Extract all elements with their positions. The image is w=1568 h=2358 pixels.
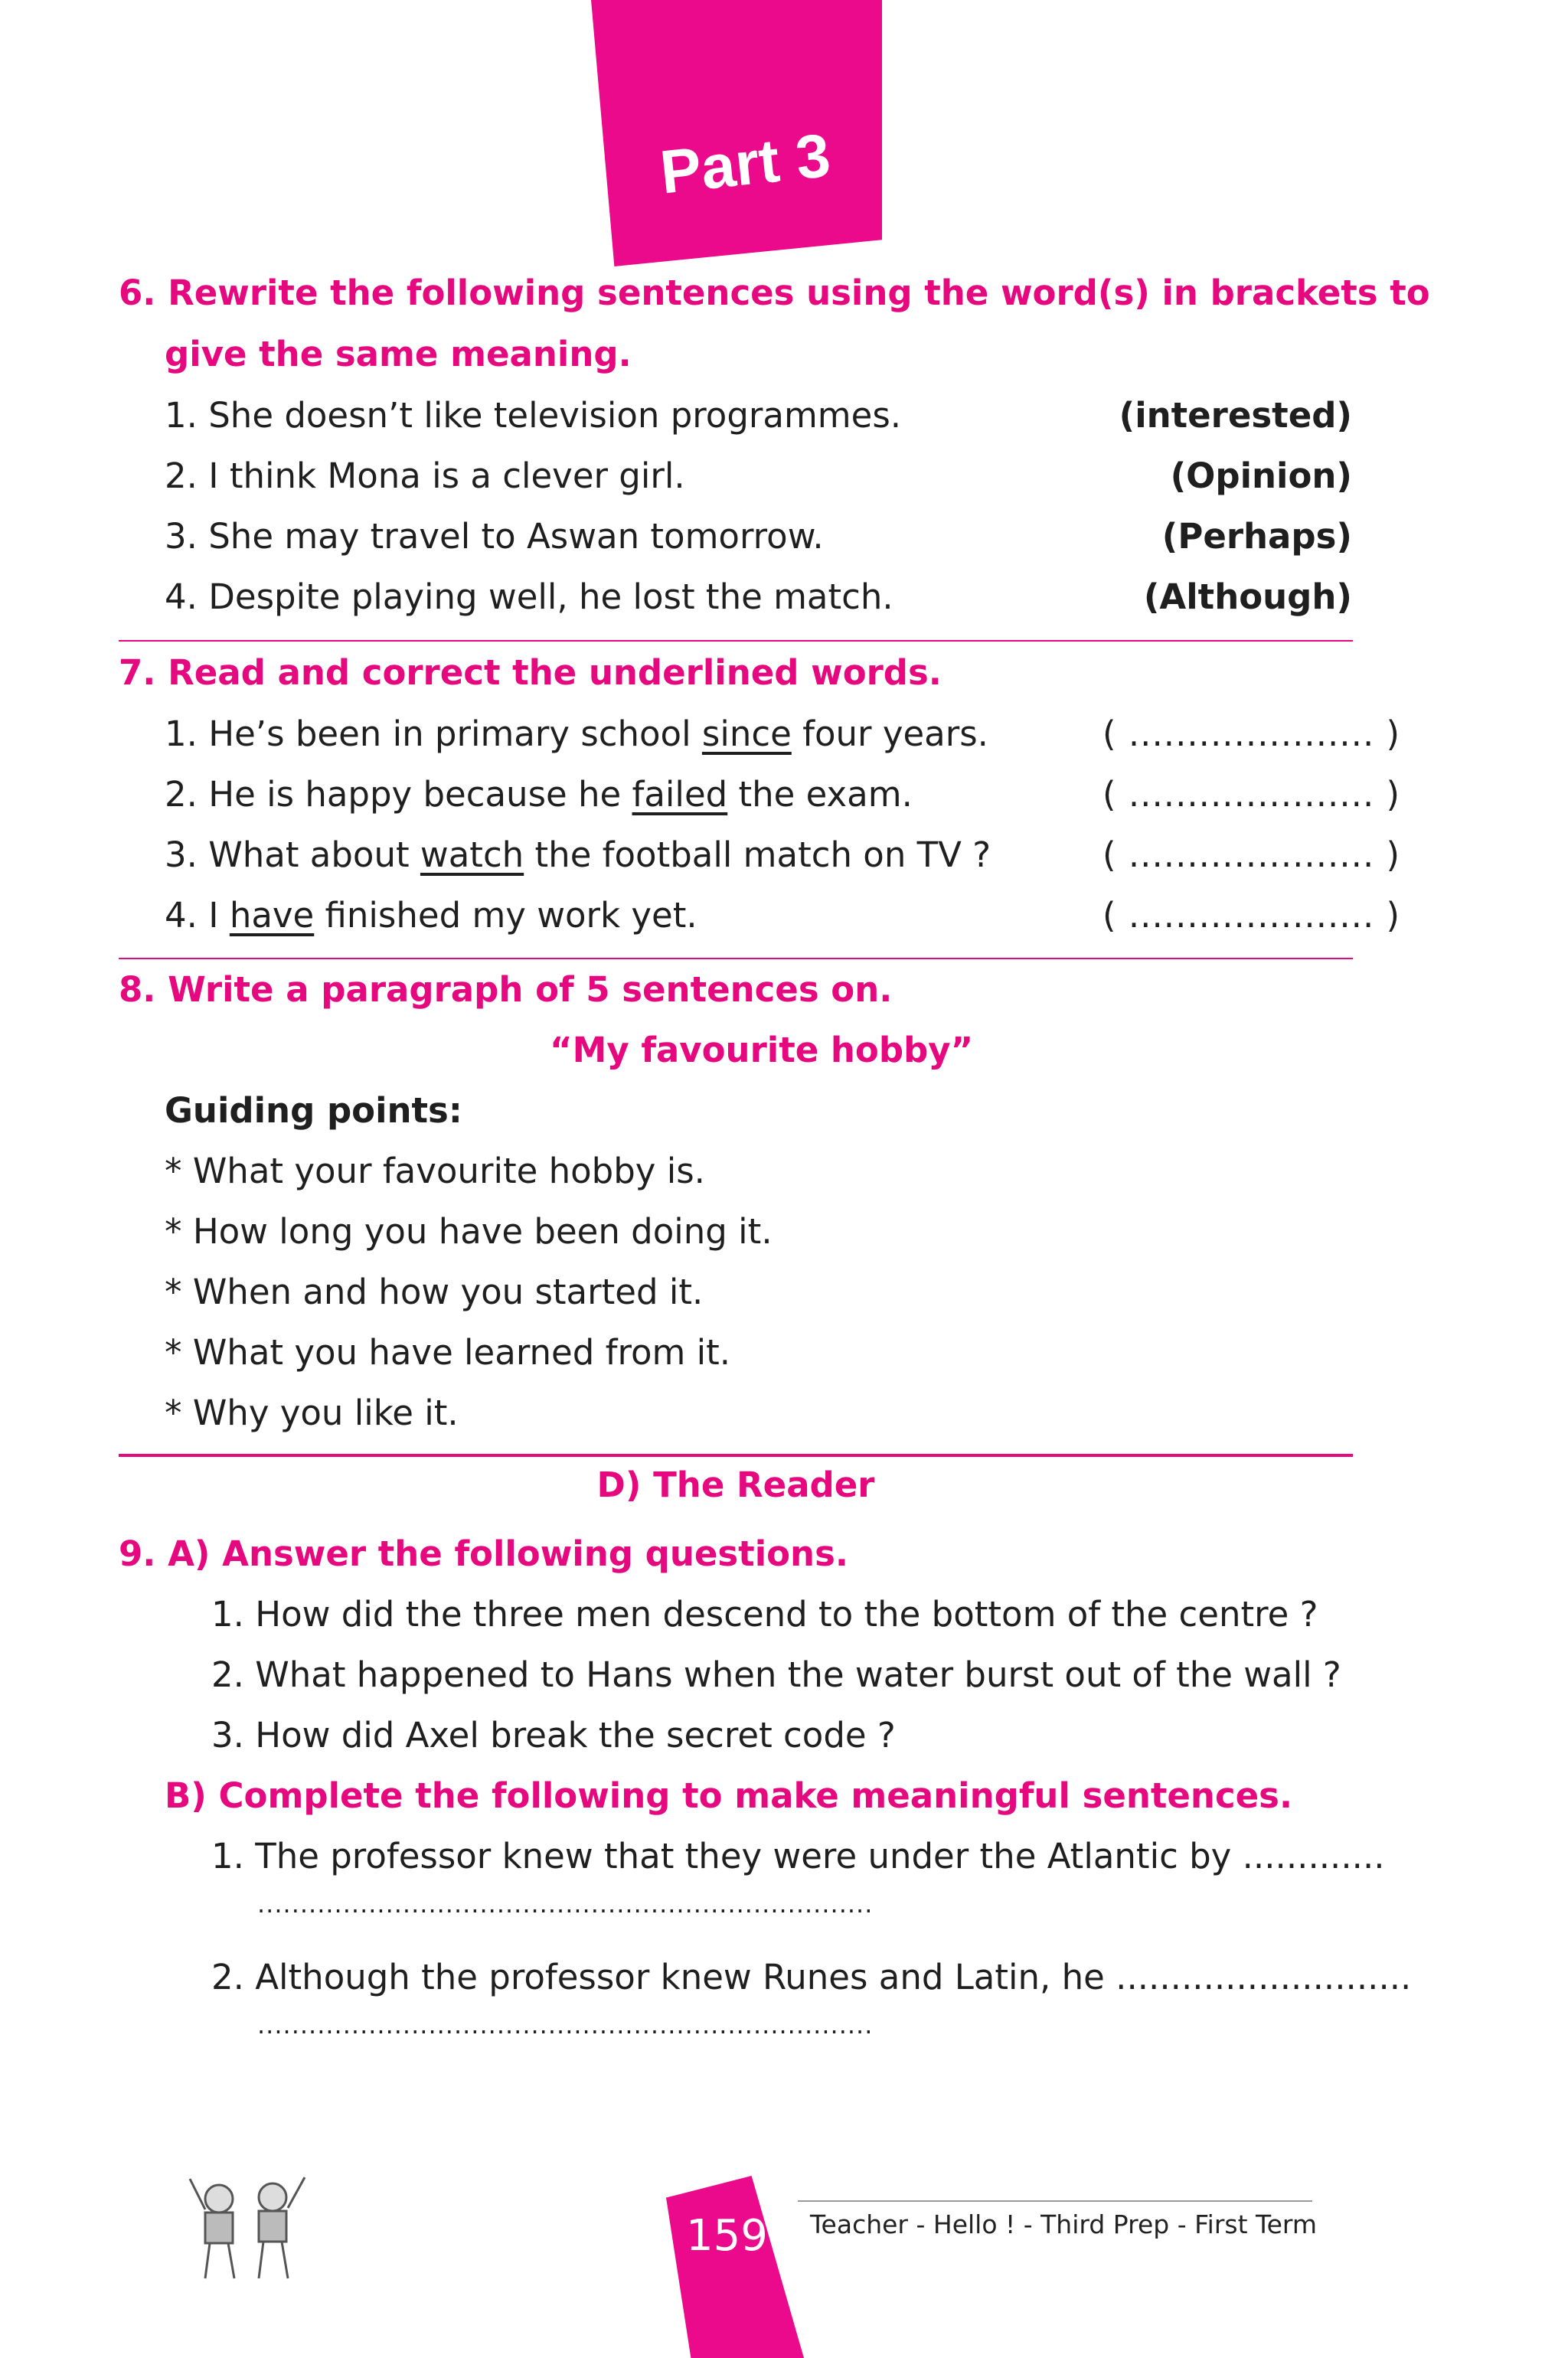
footer-book-title: Teacher - Hello ! - Third Prep - First Term [810, 2209, 1318, 2239]
divider [119, 958, 1353, 959]
q6-item-4: 4. Despite playing well, he lost the match. [165, 576, 893, 617]
bullet: * [165, 1393, 182, 1433]
q6-hint-2: (Opinion) [1170, 456, 1352, 496]
q8-topic: “My favourite hobby” [550, 1030, 974, 1070]
page-number: 159 [686, 2211, 768, 2261]
q6-hint-3: (Perhaps) [1161, 516, 1352, 557]
guiding-point-5: * Why you like it. [165, 1393, 459, 1433]
underlined-word: since [701, 714, 792, 754]
bullet: * [165, 1211, 182, 1252]
q6-hint-1: (interested) [1119, 395, 1352, 436]
q7-item-2: 2. He is happy because he failed the exam. [165, 774, 913, 815]
bullet: * [165, 1332, 182, 1373]
guiding-point-4: * What you have learned from it. [165, 1332, 731, 1373]
q7-item-1: 1. He’s been in primary school since four years. [165, 714, 988, 754]
q6-item-2: 2. I think Mona is a clever girl. [165, 456, 685, 496]
q9b-item-1-continuation[interactable]: ........................................................................ [257, 1889, 874, 1919]
footer-rule [798, 2200, 1312, 2202]
q9a-heading: 9. A) Answer the following questions. [119, 1533, 848, 1574]
q6-item-1: 1. She doesn’t like television programmes. [165, 395, 902, 436]
divider [119, 640, 1353, 642]
page-number-badge [666, 2176, 804, 2358]
divider-thick [119, 1454, 1353, 1457]
kids-illustration [175, 2171, 320, 2286]
bullet: * [165, 1151, 182, 1191]
q7-item-3: 3. What about watch the football match on TV ? [165, 834, 991, 875]
q6-heading-line2: give the same meaning. [165, 334, 632, 374]
q7-answer-4[interactable]: ( ..................... ) [1102, 895, 1401, 936]
guiding-points-label: Guiding points: [165, 1090, 462, 1131]
section-d-title: D) The Reader [596, 1465, 875, 1505]
q7-heading: 7. Read and correct the underlined words. [119, 652, 942, 693]
underlined-word: watch [420, 834, 524, 875]
q8-heading: 8. Write a paragraph of 5 sentences on. [119, 969, 893, 1010]
q9b-item-2-continuation[interactable]: ........................................................................ [257, 2010, 874, 2040]
q6-heading-line1: 6. Rewrite the following sentences using the word(s) in brackets to [119, 273, 1430, 313]
underlined-word: have [229, 895, 315, 936]
q6-item-3: 3. She may travel to Aswan tomorrow. [165, 516, 824, 557]
q7-answer-3[interactable]: ( ..................... ) [1102, 834, 1401, 875]
part-title: Part 3 [657, 120, 834, 207]
bullet: * [165, 1272, 182, 1312]
guiding-point-1: * What your favourite hobby is. [165, 1151, 705, 1191]
q7-item-4: 4. I have finished my work yet. [165, 895, 697, 936]
q6-hint-4: (Although) [1143, 576, 1352, 617]
q7-answer-2[interactable]: ( ..................... ) [1102, 774, 1401, 815]
q9a-question-2: 2. What happened to Hans when the water burst out of the wall ? [211, 1654, 1341, 1695]
q7-answer-1[interactable]: ( ..................... ) [1102, 714, 1401, 754]
q9b-item-2[interactable]: 2. Although the professor knew Runes and Latin, he ........................... [211, 1957, 1412, 1997]
q9b-heading: B) Complete the following to make meaningful sentences. [165, 1775, 1293, 1816]
q9a-question-1: 1. How did the three men descend to the bottom of the centre ? [211, 1594, 1318, 1635]
q9a-question-3: 3. How did Axel break the secret code ? [211, 1715, 896, 1755]
q9b-item-1[interactable]: 1. The professor knew that they were under the Atlantic by ............. [211, 1836, 1385, 1876]
guiding-point-3: * When and how you started it. [165, 1272, 704, 1312]
guiding-point-2: * How long you have been doing it. [165, 1211, 773, 1252]
underlined-word: failed [632, 774, 728, 815]
